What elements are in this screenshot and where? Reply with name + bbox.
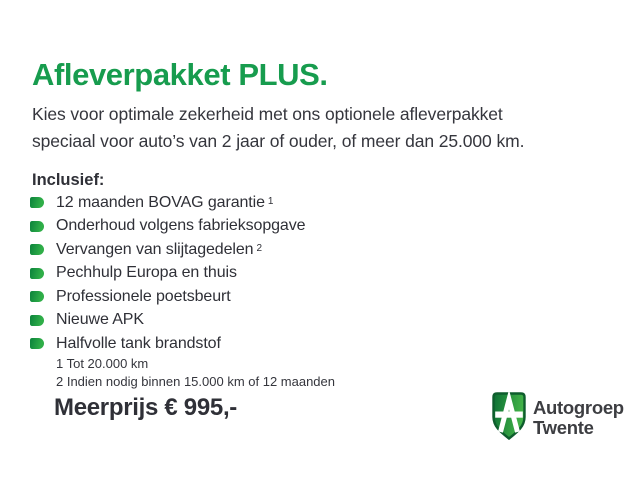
list-item-label: Halfvolle tank brandstof <box>56 334 221 352</box>
list-item-label: Vervangen van slijtagedelen <box>56 240 254 258</box>
intro-line-1: Kies voor optimale zekerheid met ons optionele afleverpakket <box>32 104 503 124</box>
list-item-label: Pechhulp Europa en thuis <box>56 264 237 282</box>
footnote-marker: 2 <box>256 243 262 255</box>
logo-shield-icon <box>492 392 526 440</box>
included-list <box>30 191 308 356</box>
bullet-shield-icon <box>30 315 44 326</box>
footnote-marker: 1 <box>267 196 274 208</box>
price-label: Meerprijs € 995,- <box>54 394 237 421</box>
list-item-label: 12 maanden BOVAG garantie <box>56 193 265 211</box>
autogroep-twente-logo <box>492 392 624 440</box>
list-item-label: Nieuwe APK <box>56 311 144 329</box>
list-item <box>30 238 308 262</box>
page-title: Afleverpakket PLUS. <box>32 57 328 92</box>
bullet-shield-icon <box>30 291 44 302</box>
logo-name-line-2: Twente <box>533 417 594 438</box>
list-item <box>30 215 308 239</box>
bullet-shield-icon <box>30 244 44 255</box>
bullet-shield-icon <box>30 268 44 279</box>
list-item <box>30 285 308 309</box>
list-item <box>30 309 308 333</box>
list-item <box>30 262 308 286</box>
bullet-shield-icon <box>30 221 44 232</box>
included-label: Inclusief: <box>32 171 105 189</box>
list-item-label: Onderhoud volgens fabrieksopgave <box>56 217 306 235</box>
list-item <box>30 332 308 356</box>
intro-paragraph <box>32 101 524 154</box>
intro-line-2: speciaal voor auto’s van 2 jaar of ouder, of meer dan 25.000 km. <box>32 130 525 151</box>
list-item <box>30 191 308 215</box>
logo-name-line-1: Autogroep <box>533 397 624 418</box>
footnote-2: 2 Indien nodig binnen 15.000 km of 12 maanden <box>56 373 335 389</box>
logo-wordmark <box>533 398 624 438</box>
bullet-shield-icon <box>30 338 44 349</box>
list-item-label: Professionele poetsbeurt <box>56 287 231 305</box>
footnotes <box>56 355 335 390</box>
footnote-1: 1 Tot 20.000 km <box>56 356 149 371</box>
bullet-shield-icon <box>30 197 44 208</box>
